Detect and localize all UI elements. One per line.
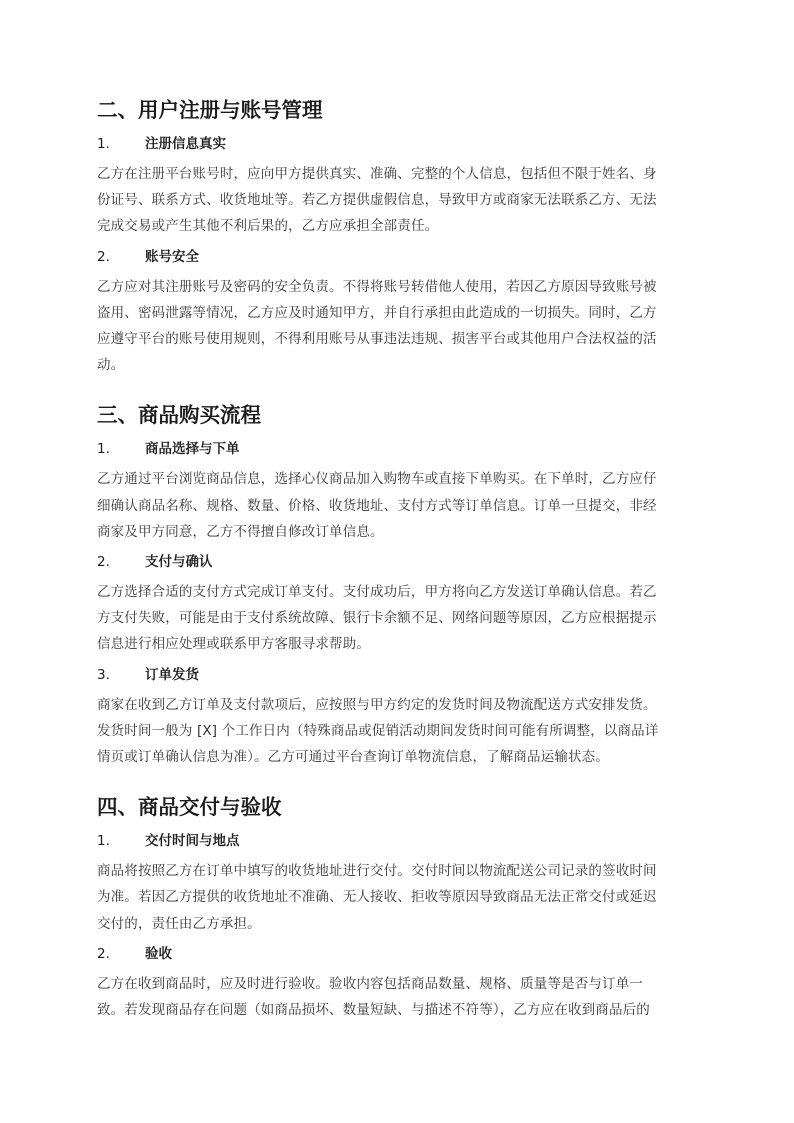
paragraph-line: 发货时间一般为 [X] 个工作日内（特殊商品或促销活动期间发货时间可能有所调整，以商品详 bbox=[97, 722, 659, 739]
clause-item bbox=[97, 664, 703, 771]
paragraph-line: 乙方应对其注册账号及密码的安全负责。不得将账号转借他人使用，若因乙方原因导致账号被 bbox=[97, 278, 657, 295]
clause-title: 注册信息真实 bbox=[145, 136, 226, 152]
section-title: 二、用户注册与账号管理 bbox=[97, 98, 323, 122]
paragraph-line: 份证号、联系方式、收货地址等。若乙方提供虚假信息，导致甲方或商家无法联系乙方、无法 bbox=[97, 192, 657, 209]
paragraph-line: 乙方在注册平台账号时，应向甲方提供真实、准确、完整的个人信息，包括但不限于姓名、身 bbox=[97, 166, 657, 182]
paragraph-line: 动。 bbox=[97, 357, 125, 374]
paragraph-line: 交付的，责任由乙方承担。 bbox=[97, 915, 261, 932]
clause-heading bbox=[97, 133, 703, 155]
clause-item bbox=[97, 133, 703, 240]
section bbox=[97, 789, 703, 1023]
clause-title: 验收 bbox=[145, 945, 172, 962]
clause-paragraph bbox=[97, 971, 703, 1023]
clause-number: 2. bbox=[97, 554, 110, 571]
clause-number: 3. bbox=[97, 666, 110, 683]
clause-paragraph bbox=[97, 579, 703, 658]
clause-paragraph bbox=[97, 466, 703, 545]
paragraph-line: 盗用、密码泄露等情况，乙方应及时通知甲方，并自行承担由此造成的一切损失。同时，乙方 bbox=[97, 304, 657, 321]
clause-item bbox=[97, 551, 703, 658]
clause-heading bbox=[97, 830, 703, 852]
clause-item bbox=[97, 830, 703, 937]
clause-title: 支付与确认 bbox=[145, 554, 213, 571]
section bbox=[97, 92, 703, 378]
clause-number: 1. bbox=[97, 833, 110, 850]
paragraph-line: 信息进行相应处理或联系甲方客服寻求帮助。 bbox=[97, 636, 370, 653]
clause-title: 商品选择与下单 bbox=[145, 441, 240, 458]
document-body bbox=[97, 92, 703, 1023]
clause-heading bbox=[97, 438, 703, 460]
paragraph-line: 商家在收到乙方订单及支付款项后，应按照与甲方约定的发货时间及物流配送方式安排发货。 bbox=[97, 696, 657, 713]
paragraph-line: 为准。若因乙方提供的收货地址不准确、无人接收、拒收等原因导致商品无法正常交付或延迟 bbox=[97, 889, 657, 906]
section-title: 三、商品购买流程 bbox=[97, 403, 261, 428]
paragraph-line: 应遵守平台的账号使用规则，不得利用账号从事违法违规、损害平台或其他用户合法权益的活 bbox=[97, 331, 657, 348]
paragraph-line: 方支付失败，可能是由于支付系统故障、银行卡余额不足、网络问题等原因，乙方应根据提示 bbox=[97, 610, 657, 627]
clause-item bbox=[97, 943, 703, 1023]
clause-heading bbox=[97, 551, 703, 573]
clause-number: 1. bbox=[97, 441, 110, 458]
clause-title: 交付时间与地点 bbox=[145, 833, 240, 850]
clause-heading bbox=[97, 664, 703, 686]
paragraph-line: 乙方选择合适的支付方式完成订单支付。支付成功后，甲方将向乙方发送订单确认信息。若乙 bbox=[97, 584, 657, 601]
clause-paragraph bbox=[97, 692, 703, 771]
paragraph-line: 致。若发现商品存在问题（如商品损坏、数量短缺、与描述不符等），乙方应在收到商品后的 bbox=[97, 1002, 650, 1019]
paragraph-line: 商品将按照乙方在订单中填写的收货地址进行交付。交付时间以物流配送公司记录的签收时间 bbox=[97, 863, 657, 880]
clause-heading bbox=[97, 943, 703, 965]
clause-paragraph bbox=[97, 858, 703, 937]
clause-item bbox=[97, 438, 703, 545]
paragraph-line: 乙方通过平台浏览商品信息，选择心仪商品加入购物车或直接下单购买。在下单时，乙方应仔 bbox=[97, 471, 657, 488]
paragraph-line: 完成交易或产生其他不利后果的，乙方应承担全部责任。 bbox=[97, 218, 439, 235]
section bbox=[97, 397, 703, 770]
paragraph-line: 情页或订单确认信息为准）。乙方可通过平台查询订单物流信息，了解商品运输状态。 bbox=[97, 749, 609, 766]
section-title: 四、商品交付与验收 bbox=[97, 795, 282, 820]
clause-paragraph bbox=[97, 161, 703, 240]
clause-number: 2. bbox=[97, 945, 110, 962]
clause-number: 1. bbox=[97, 136, 110, 152]
clause-number: 2. bbox=[97, 248, 110, 265]
clause-heading bbox=[97, 246, 703, 268]
clause-title: 账号安全 bbox=[145, 248, 199, 265]
clause-title: 订单发货 bbox=[145, 666, 199, 683]
paragraph-line: 细确认商品名称、规格、数量、价格、收货地址、支付方式等订单信息。订单一旦提交，非经 bbox=[97, 497, 657, 514]
clause-paragraph bbox=[97, 274, 703, 379]
clause-item bbox=[97, 246, 703, 379]
paragraph-line: 乙方在收到商品时，应及时进行验收。验收内容包括商品数量、规格、质量等是否与订单一 bbox=[97, 975, 643, 992]
paragraph-line: 商家及甲方同意，乙方不得擅自修改订单信息。 bbox=[97, 523, 384, 540]
